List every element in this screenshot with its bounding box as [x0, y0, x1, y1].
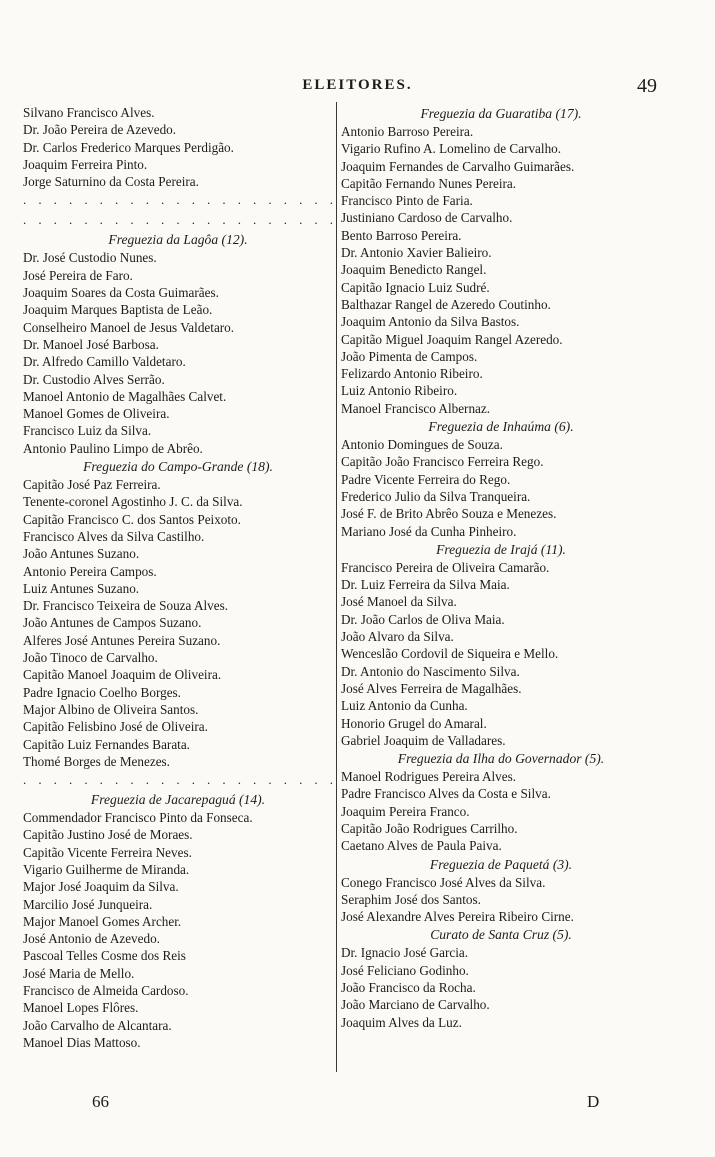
elector-name: Capitão Justino José de Moraes.: [23, 827, 193, 843]
parish-section: [341, 540, 661, 749]
omission-dots: . . . . . . . . . . . . . . . . . . . . .: [23, 192, 333, 208]
elector-name: Tenente-coronel Agostinho J. C. da Silva.: [23, 494, 243, 510]
elector-name: Balthazar Rangel de Azeredo Coutinho.: [341, 296, 551, 312]
elector-name: Francisco Pereira de Oliveira Camarão.: [341, 559, 550, 575]
parish-section: [341, 749, 661, 854]
elector-name: Silvano Francisco Alves.: [23, 105, 155, 120]
elector-name: Dr. João Carlos de Oliva Maia.: [341, 611, 505, 627]
parish-heading: Freguezia de Irajá (11).: [436, 541, 566, 557]
elector-name: Joaquim Antonio da Silva Bastos.: [341, 314, 520, 330]
parish-section: [341, 855, 661, 926]
elector-name: Joaquim Alves da Luz.: [341, 1014, 462, 1030]
elector-name: Antonio Domingues de Souza.: [341, 437, 503, 453]
parish-heading: Curato de Santa Cruz (5).: [430, 927, 572, 943]
elector-name: Dr. José Custodio Nunes.: [23, 250, 157, 266]
elector-name: Francisco Pinto de Faria.: [341, 193, 473, 209]
elector-name: Gabriel Joaquim de Valladares.: [341, 732, 506, 748]
elector-name: Alferes José Antunes Pereira Suzano.: [23, 632, 221, 648]
elector-name: Manoel Lopes Flôres.: [23, 1000, 139, 1016]
elector-name: Dr. Antonio Xavier Balieiro.: [341, 245, 492, 261]
signature-mark: D: [587, 1092, 600, 1111]
elector-name: Dr. Custodio Alves Serrão.: [23, 371, 165, 387]
elector-name: Commendador Francisco Pinto da Fonseca.: [23, 810, 253, 826]
elector-name: Capitão Felisbino José de Oliveira.: [23, 719, 208, 735]
elector-name: João Alvaro da Silva.: [341, 629, 454, 645]
elector-name: Antonio Paulino Limpo de Abrêo.: [23, 440, 203, 456]
elector-name: Dr. Antonio do Nascimento Silva.: [341, 663, 520, 679]
elector-name: Manoel Antonio de Magalhães Calvet.: [23, 388, 227, 404]
left-column: [23, 104, 333, 1051]
elector-name: Dr. Ignacio José Garcia.: [341, 945, 469, 961]
elector-name: Francisco Alves da Silva Castilho.: [23, 528, 205, 544]
elector-name: Justiniano Cardoso de Carvalho.: [341, 210, 513, 226]
elector-name: Capitão João Rodrigues Carrilho.: [341, 820, 518, 836]
elector-name: José F. de Brito Abrêo Souza e Menezes.: [341, 506, 557, 522]
parish-heading: Freguezia da Lagôa (12).: [108, 232, 248, 248]
elector-name: Seraphim José dos Santos.: [341, 891, 481, 907]
parish-heading: Freguezia da Guaratiba (17).: [420, 106, 582, 121]
parish-heading: Freguezia de Paquetá (3).: [429, 856, 573, 872]
elector-name: Capitão José Paz Ferreira.: [23, 477, 161, 493]
elector-name: José Alves Ferreira de Magalhães.: [341, 680, 522, 696]
elector-name: Capitão Luiz Fernandes Barata.: [23, 736, 190, 752]
elector-name: Jorge Saturnino da Costa Pereira.: [23, 174, 199, 190]
page-header: [0, 75, 715, 101]
elector-name: Pascoal Telles Cosme dos Reis: [23, 948, 186, 964]
elector-name: João Carvalho de Alcantara.: [23, 1017, 172, 1033]
elector-name: Dr. Francisco Teixeira de Souza Alves.: [23, 598, 229, 614]
elector-name: Frederico Julio da Silva Tranqueira.: [341, 488, 531, 504]
elector-name: Capitão Miguel Joaquim Rangel Azeredo.: [341, 331, 563, 347]
elector-name: Felizardo Antonio Ribeiro.: [341, 366, 483, 382]
elector-name: Manoel Gomes de Oliveira.: [23, 406, 170, 422]
elector-name: Padre Francisco Alves da Costa e Silva.: [341, 786, 551, 802]
elector-name: Padre Ignacio Coelho Borges.: [23, 684, 181, 700]
elector-name: José Antonio de Azevedo.: [23, 931, 160, 947]
parish-heading: Freguezia de Jacarepaguá (14).: [90, 792, 266, 808]
elector-name: João Pimenta de Campos.: [341, 348, 478, 364]
column-divider: [336, 102, 337, 1072]
elector-name: João Marciano de Carvalho.: [341, 997, 490, 1013]
elector-name: Luiz Antonio da Cunha.: [341, 698, 468, 714]
elector-name: Luiz Antonio Ribeiro.: [341, 383, 458, 399]
elector-name: Francisco de Almeida Cardoso.: [23, 983, 189, 999]
elector-name: José Pereira de Faro.: [23, 267, 133, 283]
elector-name: Wenceslão Cordovil de Siqueira e Mello.: [341, 646, 559, 662]
elector-name: José Feliciano Godinho.: [341, 962, 469, 978]
elector-name: Joaquim Benedicto Rangel.: [341, 262, 487, 278]
parish-section: [23, 457, 333, 790]
parish-section: [341, 417, 661, 540]
running-title: ELEITORES.: [302, 77, 413, 93]
page-number: 49: [637, 75, 657, 97]
elector-name: Thomé Borges de Menezes.: [23, 753, 170, 769]
elector-name: José Manoel da Silva.: [341, 594, 457, 610]
elector-name: Antonio Pereira Campos.: [23, 563, 157, 579]
elector-name: Dr. Manoel José Barbosa.: [23, 336, 159, 352]
elector-name: Joaquim Marques Baptista de Leão.: [23, 302, 213, 318]
elector-name: Capitão Ignacio Luiz Sudré.: [341, 279, 490, 295]
elector-name: Dr. Alfredo Camillo Valdetaro.: [23, 354, 186, 370]
elector-name: Padre Vicente Ferreira do Rego.: [341, 471, 511, 487]
elector-name: José Alexandre Alves Pereira Ribeiro Cirne.: [341, 909, 574, 925]
elector-name: José Maria de Mello.: [23, 965, 135, 981]
parish-section: [23, 790, 333, 1051]
elector-name: Conselheiro Manoel de Jesus Valdetaro.: [23, 319, 235, 335]
elector-name: Joaquim Pereira Franco.: [341, 803, 470, 819]
elector-name: Marcilio José Junqueira.: [23, 896, 153, 912]
elector-name: Joaquim Fernandes de Carvalho Guimarães.: [341, 158, 575, 174]
elector-name: Vigario Rufino A. Lomelino de Carvalho.: [341, 141, 562, 157]
elector-name: Honorio Grugel do Amaral.: [341, 715, 487, 731]
elector-name: Manoel Dias Mattoso.: [23, 1034, 141, 1050]
elector-name: Joaquim Ferreira Pinto.: [23, 156, 148, 172]
parish-heading: Freguezia do Campo-Grande (18).: [83, 459, 273, 475]
elector-name: Major José Joaquim da Silva.: [23, 879, 179, 895]
elector-name: Joaquim Soares da Costa Guimarães.: [23, 285, 219, 301]
elector-name: Major Albino de Oliveira Santos.: [23, 701, 199, 717]
elector-name: João Antunes Suzano.: [23, 546, 140, 562]
elector-name: Dr. Luiz Ferreira da Silva Maia.: [341, 577, 510, 593]
omission-dots: . . . . . . . . . . . . . . . . . . . . .: [23, 212, 333, 228]
elector-name: João Antunes de Campos Suzano.: [23, 615, 202, 631]
elector-name: Francisco Luiz da Silva.: [23, 423, 152, 439]
omission-dots: . . . . . . . . . . . . . . . . . . . . .: [23, 772, 333, 788]
elector-name: Capitão Fernando Nunes Pereira.: [341, 175, 517, 191]
elector-name: Major Manoel Gomes Archer.: [23, 913, 182, 929]
elector-name: Manoel Francisco Albernaz.: [341, 400, 491, 416]
elector-name: Capitão Vicente Ferreira Neves.: [23, 844, 192, 860]
elector-name: Conego Francisco José Alves da Silva.: [341, 874, 546, 890]
right-column: [341, 104, 661, 1031]
elector-name: Capitão João Francisco Ferreira Rego.: [341, 454, 544, 470]
parish-section: [341, 104, 661, 417]
parish-heading: Freguezia de Inhaúma (6).: [428, 419, 574, 435]
elector-name: Dr. João Pereira de Azevedo.: [23, 122, 177, 138]
elector-name: Dr. Carlos Frederico Marques Perdigão.: [23, 139, 234, 155]
signature-number: 66: [92, 1092, 109, 1111]
elector-name: João Francisco da Rocha.: [341, 980, 476, 996]
parish-section: [341, 925, 661, 1030]
page-footer: [0, 1092, 715, 1116]
elector-name: Capitão Manoel Joaquim de Oliveira.: [23, 667, 222, 683]
elector-name: João Tinoco de Carvalho.: [23, 650, 158, 666]
elector-name: Antonio Barroso Pereira.: [341, 124, 474, 139]
parish-heading: Freguezia da Ilha do Governador (5).: [397, 751, 605, 767]
elector-name: Caetano Alves de Paula Paiva.: [341, 838, 502, 854]
elector-name: Manoel Rodrigues Pereira Alves.: [341, 769, 517, 785]
elector-name: Luiz Antunes Suzano.: [23, 580, 140, 596]
elector-name: Capitão Francisco C. dos Santos Peixoto.: [23, 511, 241, 527]
elector-name: Bento Barroso Pereira.: [341, 227, 462, 243]
parish-section: [23, 230, 333, 457]
elector-name: Vigario Guilherme de Miranda.: [23, 861, 190, 877]
elector-name: Mariano José da Cunha Pinheiro.: [341, 523, 517, 539]
